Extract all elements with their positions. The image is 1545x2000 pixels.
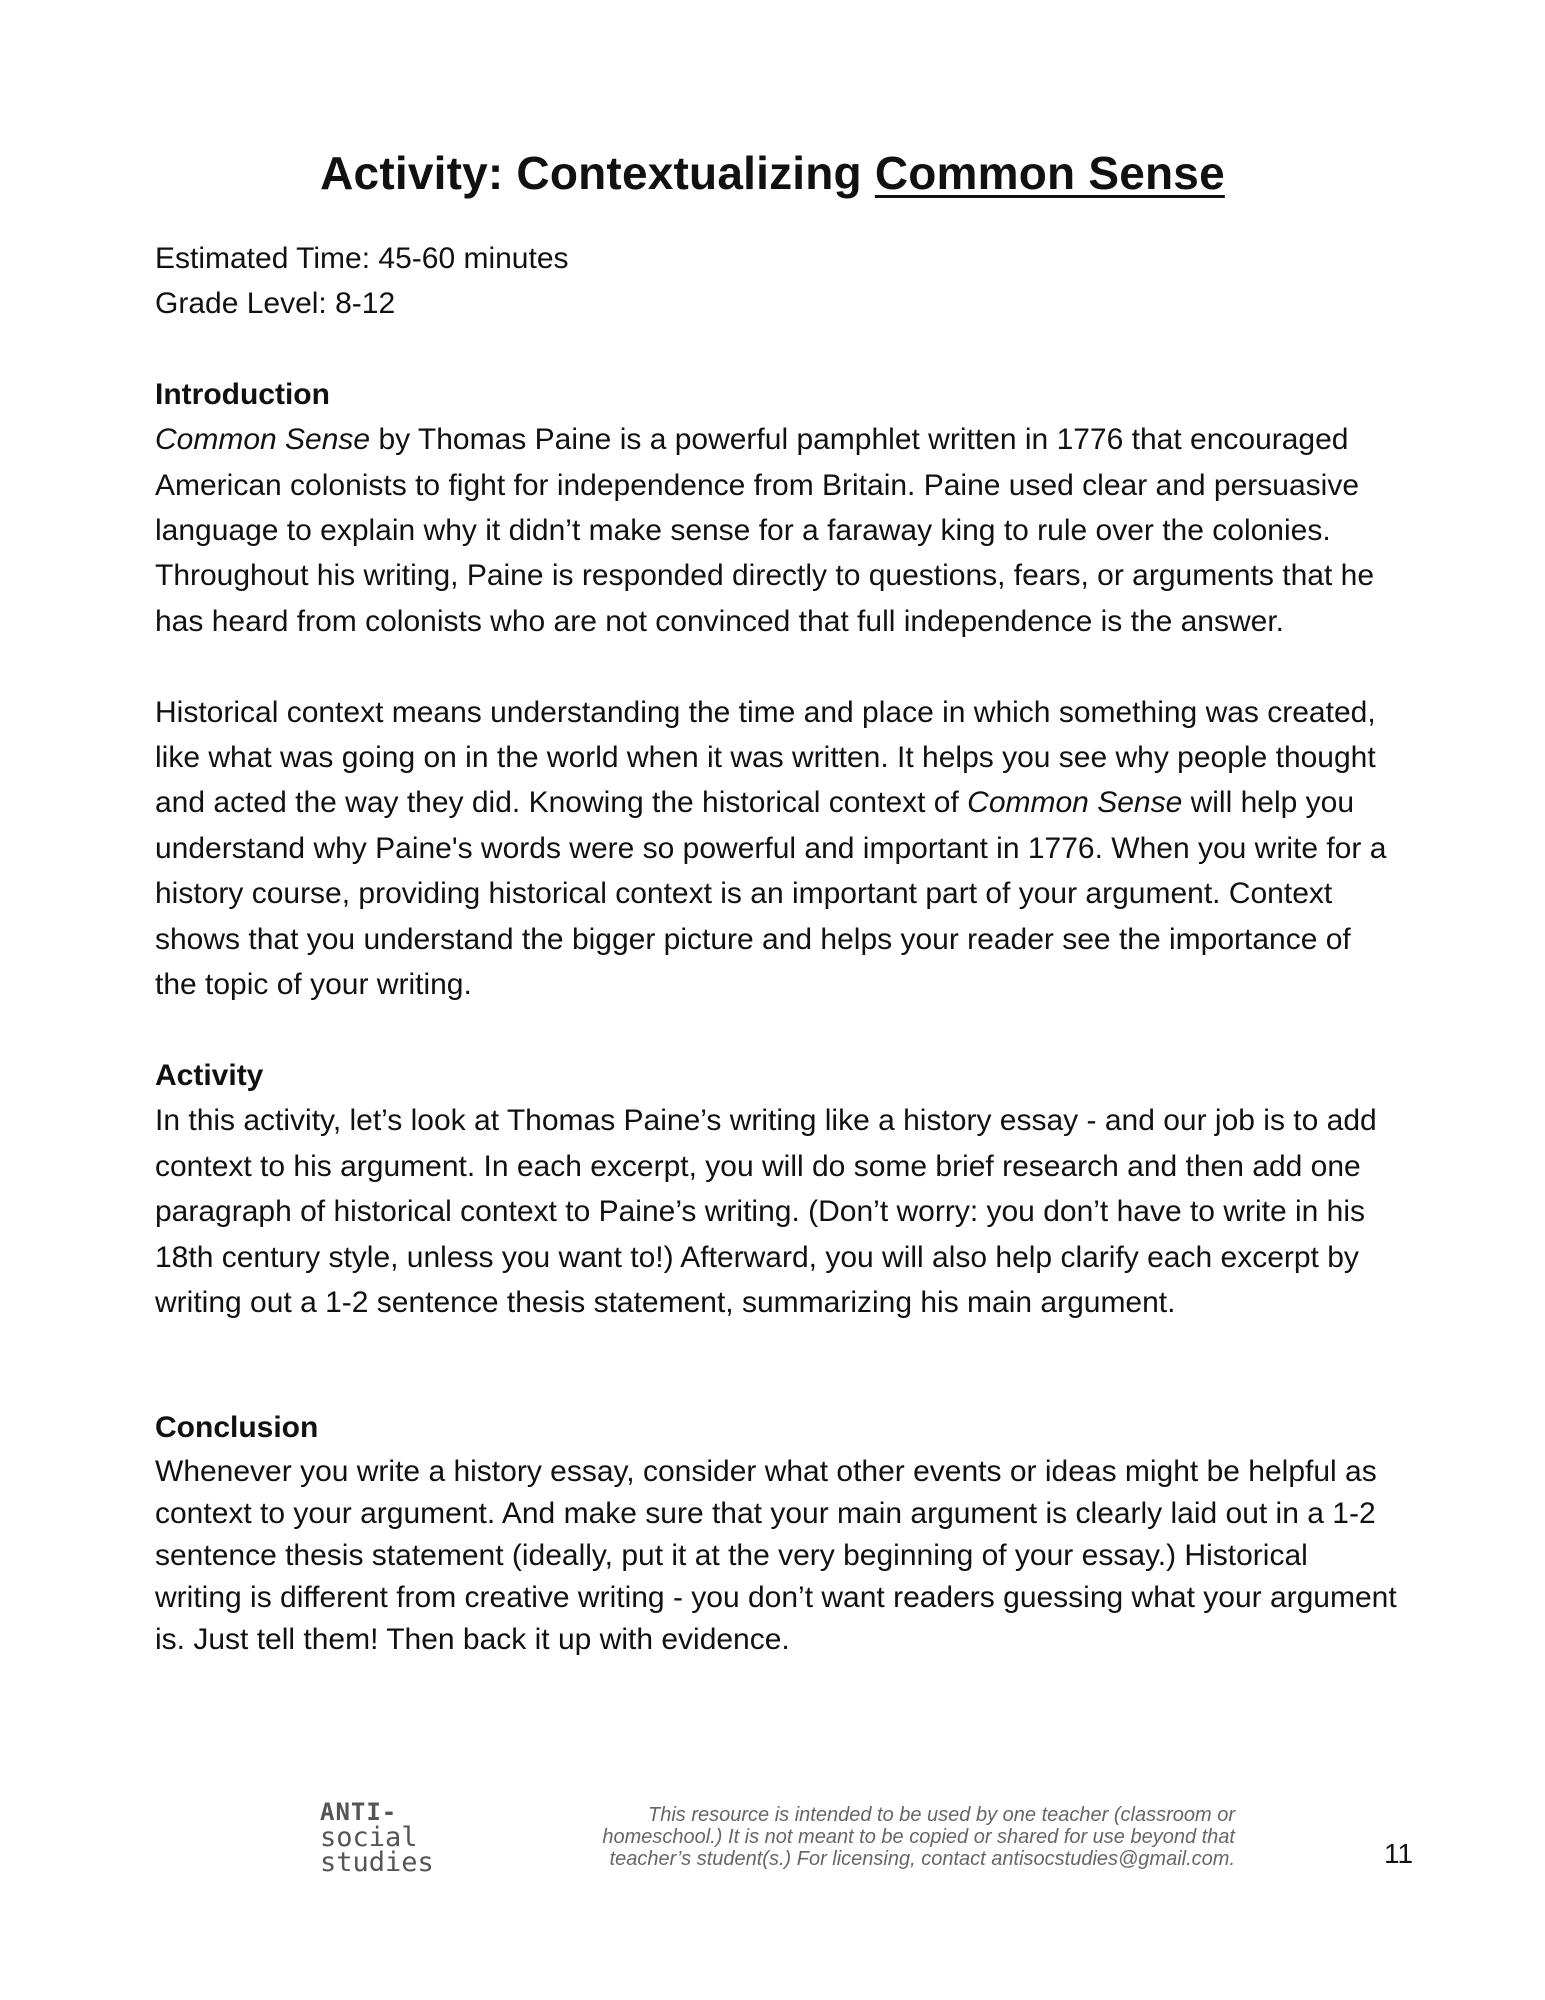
section-gap xyxy=(155,1325,1400,1405)
logo-line-3: studies xyxy=(320,1847,434,1878)
activity-heading: Activity xyxy=(155,1058,264,1092)
conclusion-paragraph: Whenever you write a history essay, consider what other events or ideas might be helpful as context to your argument. And make sure that your main argument is clearly laid out in a 1-2 sentence thesis statement (ideally, put it at the very beginning of your essay.) Historical writing is different from creative writing - you don’t want readers guessing what your argument is. Just tell them! Then back it up with evidence. xyxy=(155,1454,1397,1656)
page-footer xyxy=(0,1800,1545,1890)
introduction-section xyxy=(155,372,1400,1008)
title-prefix: Activity: Contextualizing xyxy=(320,146,875,199)
intro-p2-title: Common Sense xyxy=(967,786,1183,820)
logo-line-2: social xyxy=(320,1822,418,1853)
disclaimer-line-3: teacher’s student(s.) For licensing, contact antisocstudies@gmail.com. xyxy=(609,1848,1235,1870)
intro-p1-text: by Thomas Paine is a powerful pamphlet written in 1776 that encouraged American colonists to fight for independence from Britain. Paine used clear and persuasive language to explain why it didn’t make sense for a faraway king to rule over the colonies. Throughout his writing, Paine is responded directly to questions, fears, or arguments that he has heard from colonists who are not convinced that full independence is the answer. xyxy=(155,423,1374,638)
page-title xyxy=(0,143,1545,203)
paragraph-gap xyxy=(155,644,1400,689)
activity-section xyxy=(155,1053,1400,1325)
activity-meta xyxy=(155,236,1400,327)
disclaimer-line-1: This resource is intended to be used by one teacher (classroom or xyxy=(648,1804,1235,1826)
disclaimer-line-2: homeschool.) It is not meant to be copied or shared for use beyond that xyxy=(602,1826,1235,1848)
page-number: 11 xyxy=(1384,1838,1414,1869)
section-gap xyxy=(155,1007,1400,1052)
intro-p2-text-start: Historical context means understanding the time and place in which something was created, like what was going on in the world when it was written. It helps you see why people thought and acted the way they did. Knowing the historical context of xyxy=(155,695,1376,820)
logo-line-1: ANTI- xyxy=(320,1798,398,1826)
intro-p2-text-end: will help you understand why Paine's words were so powerful and important in 1776. When you write for a history course, providing historical context is an important part of your argument. Context shows that you understand the bigger picture and helps your reader see the importance of the topic of your writing. xyxy=(155,786,1387,1002)
intro-p1-title: Common Sense xyxy=(155,423,371,457)
activity-paragraph: In this activity, let’s look at Thomas Paine’s writing like a history essay - and our job is to add context to his argument. In each excerpt, you will do some brief research and then add one paragraph of historical context to Paine’s writing. (Don’t worry: you don’t have to write in his 18th century style, unless you want to!) Afterward, you will also help clarify each excerpt by writing out a 1-2 sentence thesis statement, summarizing his main argument. xyxy=(155,1104,1377,1319)
estimated-time: Estimated Time: 45-60 minutes xyxy=(155,242,569,275)
brand-logo xyxy=(320,1798,434,1878)
license-disclaimer xyxy=(480,1804,1235,1870)
introduction-paragraph-2 xyxy=(155,690,1400,1008)
grade-level: Grade Level: 8-12 xyxy=(155,287,396,321)
main-content xyxy=(155,236,1400,1661)
introduction-heading: Introduction xyxy=(155,377,330,411)
introduction-paragraph-1 xyxy=(155,417,1400,644)
title-underlined: Common Sense xyxy=(874,146,1225,199)
conclusion-heading: Conclusion xyxy=(155,1411,319,1445)
conclusion-section xyxy=(155,1405,1400,1660)
